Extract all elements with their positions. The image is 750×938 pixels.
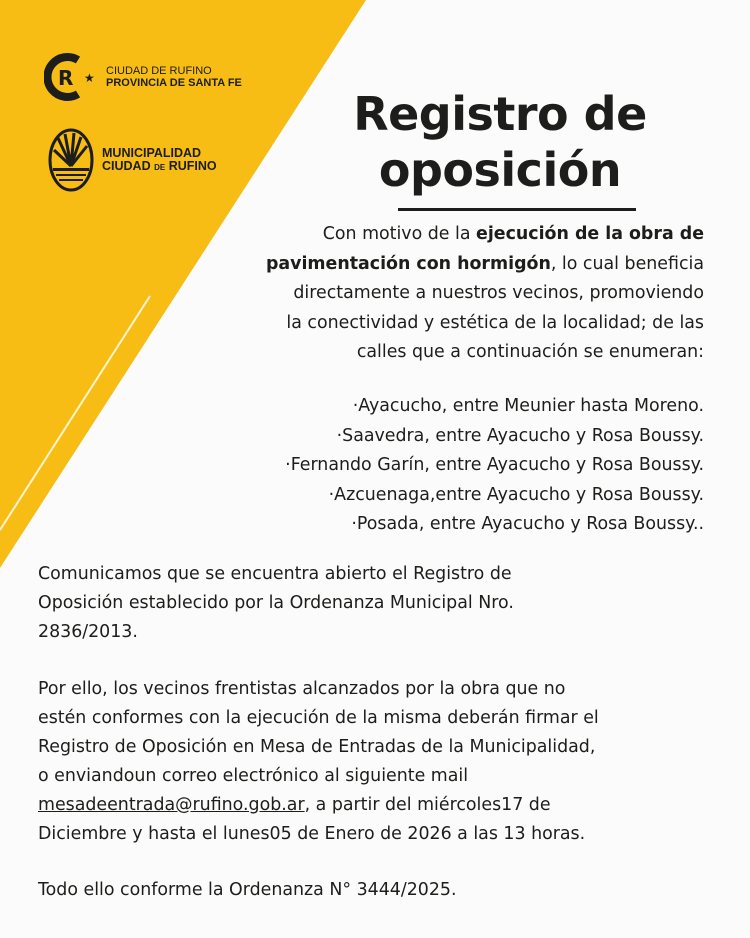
paragraph-line: , a partir del miércoles17 de <box>304 795 551 815</box>
title-line1: Registro de <box>353 87 647 141</box>
city-logo <box>44 52 242 102</box>
title-divider <box>398 208 636 211</box>
email-link[interactable]: mesadeentrada@rufino.gob.ar <box>38 795 305 815</box>
city-cr-emblem-icon <box>44 52 100 102</box>
paragraph-line: Por ello, los vecinos frentistas alcanzados por la obra que no <box>38 679 566 699</box>
intro-bold-text: ejecución de la obra de <box>476 224 704 244</box>
page-title <box>300 86 700 198</box>
paragraph-line: o enviandoun correo electrónico al siguiente mail <box>38 766 469 786</box>
paragraph-line: Registro de Oposición en Mesa de Entradas de la Municipalidad, <box>38 737 596 757</box>
paragraph-line: estén conformes con la ejecución de la misma deberán firmar el <box>38 708 599 728</box>
street-item: ·Posada, entre Ayacucho y Rosa Boussy.. <box>351 514 704 534</box>
paragraph-line: Comunicamos que se encuentra abierto el Registro de <box>38 564 512 584</box>
paragraph-line: 2836/2013. <box>38 622 138 642</box>
announcement-paragraph <box>38 560 514 647</box>
municipality-logo-line2a: CIUDAD <box>102 158 155 173</box>
intro-text: la conectividad y estética de la localidad; de las <box>286 312 704 333</box>
municipality-logo <box>48 128 217 192</box>
city-logo-line2: PROVINCIA DE SANTA FE <box>106 77 242 89</box>
svg-text:R: R <box>58 66 74 90</box>
municipality-logo-line2c: RUFINO <box>165 158 217 173</box>
city-logo-line1: CIUDAD DE RUFINO <box>106 65 212 77</box>
street-item: ·Azcuenaga,entre Ayacucho y Rosa Boussy. <box>328 484 704 505</box>
intro-text: directamente a nuestros vecinos, promoviendo <box>293 283 704 303</box>
municipality-logo-line1: MUNICIPALIDAD <box>102 145 202 160</box>
street-item: ·Fernando Garín, entre Ayacucho y Rosa Boussy. <box>285 455 704 475</box>
streets-list <box>285 392 704 540</box>
paragraph-line: Oposición establecido por la Ordenanza Municipal Nro. <box>38 593 514 613</box>
instructions-paragraph <box>38 675 599 849</box>
title-line2: oposición <box>378 143 622 197</box>
intro-text: , lo cual beneficia <box>550 253 704 274</box>
street-item: ·Saavedra, entre Ayacucho y Rosa Boussy. <box>336 425 704 446</box>
intro-bold-text: pavimentación con hormigón <box>265 253 551 274</box>
intro-paragraph <box>266 220 704 368</box>
street-item: ·Ayacucho, entre Meunier hasta Moreno. <box>352 396 704 416</box>
svg-text:★: ★ <box>84 71 95 85</box>
intro-text: calles que a continuación se enumeran: <box>356 342 704 362</box>
municipality-sun-emblem-icon <box>48 128 94 192</box>
ordinance-paragraph: Todo ello conforme la Ordenanza N° 3444/2025. <box>38 880 457 900</box>
paragraph-line: Diciembre y hasta el lunes05 de Enero de 2026 a las 13 horas. <box>38 824 586 844</box>
intro-text: Con motivo de la <box>322 224 477 244</box>
municipality-logo-line2b: DE <box>154 162 166 172</box>
